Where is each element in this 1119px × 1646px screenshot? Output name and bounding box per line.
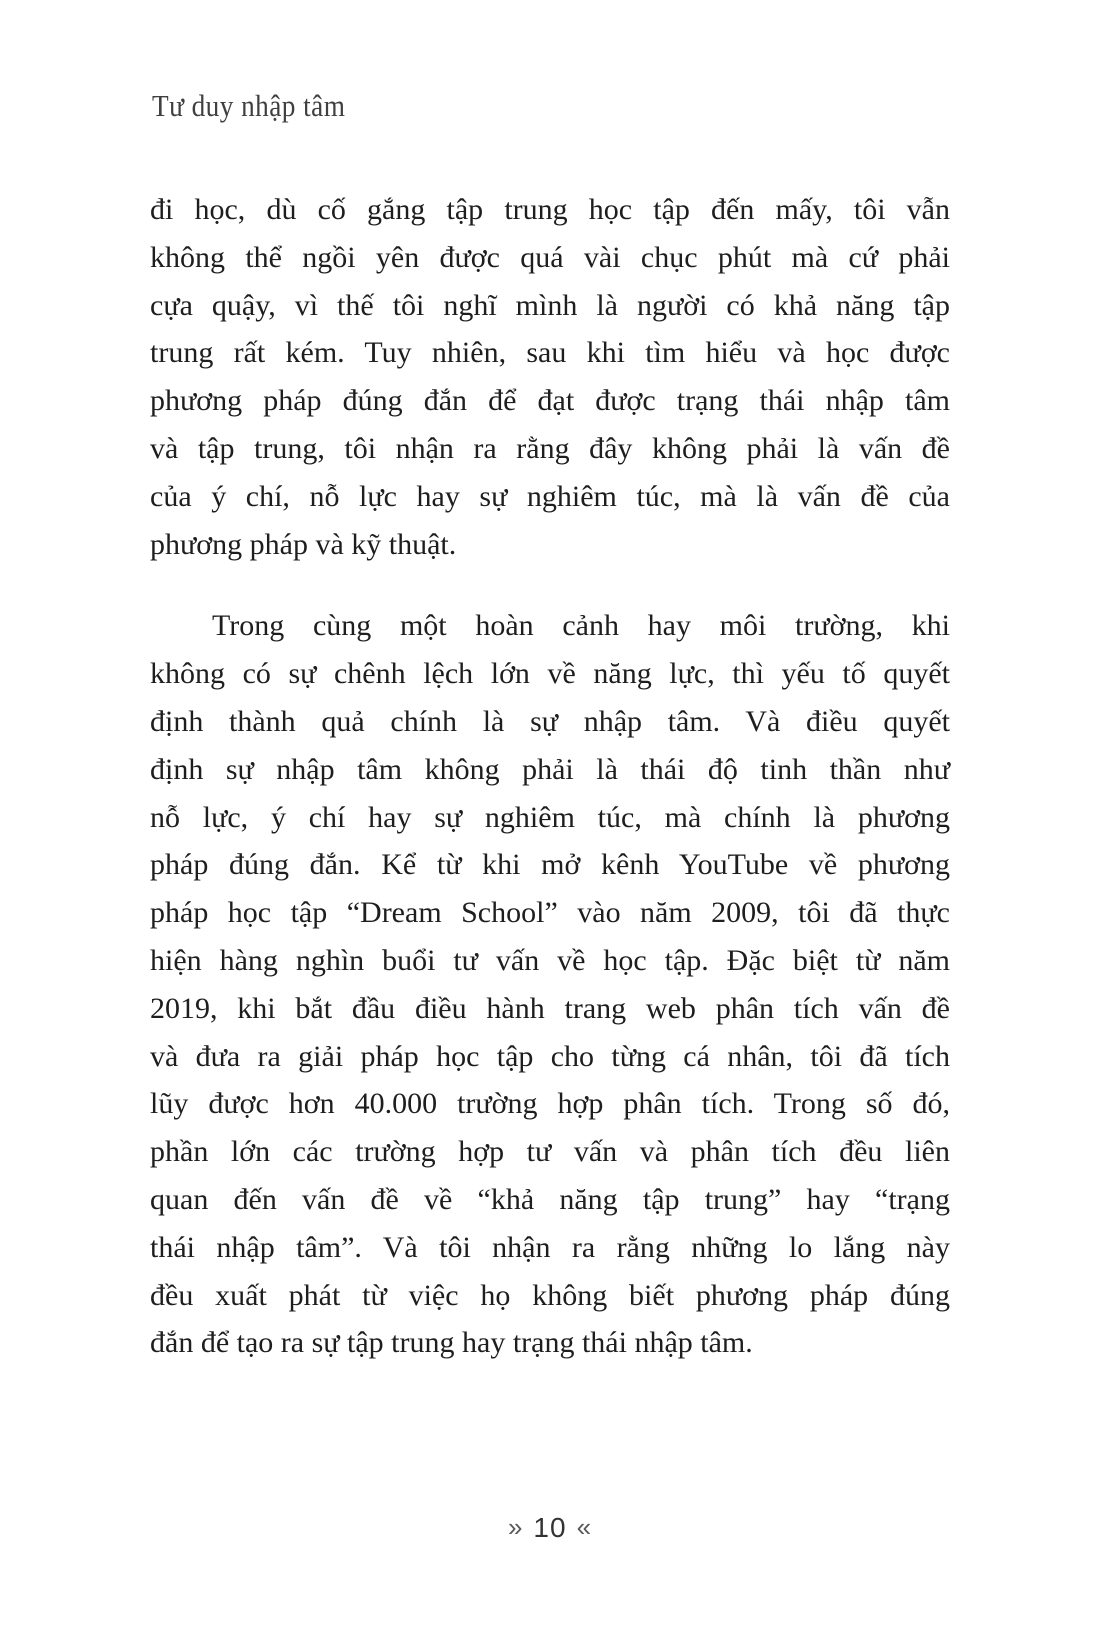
text-line: đi học, dù cố gắng tập trung học tập đến mấy, tôi vẫn: [150, 193, 950, 226]
text-line: quan đến vấn đề về “khả năng tập trung” hay “trạng: [150, 1182, 950, 1216]
text-line: định sự nhập tâm không phải là thái độ tinh thần như: [150, 752, 950, 786]
footer-right-guillemet: «: [576, 1512, 593, 1542]
text-line: và đưa ra giải pháp học tập cho từng cá nhân, tôi đã tích: [150, 1039, 950, 1073]
paragraph: [150, 186, 950, 568]
text-line: nỗ lực, ý chí hay sự nghiêm túc, mà chính là phương: [150, 800, 950, 834]
text-line: pháp học tập “Dream School” vào năm 2009, tôi đã thực: [150, 896, 950, 930]
text-line: không thể ngồi yên được quá vài chục phút mà cứ phải: [150, 240, 950, 274]
text-line: phương pháp và kỹ thuật.: [150, 527, 457, 561]
text-line: 2019, khi bắt đầu điều hành trang web phân tích vấn đề: [150, 991, 950, 1025]
running-header: Tư duy nhập tâm: [152, 88, 346, 123]
text-line: hiện hàng nghìn buổi tư vấn về học tập. Đặc biệt từ năm: [150, 943, 950, 977]
text-line: của ý chí, nỗ lực hay sự nghiêm túc, mà là vấn đề của: [150, 479, 950, 513]
text-line: định thành quả chính là sự nhập tâm. Và điều quyết: [150, 704, 950, 738]
text-line: đều xuất phát từ việc họ không biết phương pháp đúng: [150, 1278, 950, 1312]
text-line: lũy được hơn 40.000 trường hợp phân tích. Trong số đó,: [150, 1087, 950, 1121]
text-line: trung rất kém. Tuy nhiên, sau khi tìm hiểu và học được: [150, 336, 950, 370]
footer-left-guillemet: »: [507, 1512, 524, 1542]
page-footer: [150, 1512, 950, 1544]
text-line: phần lớn các trường hợp tư vấn và phân tích đều liên: [150, 1135, 950, 1169]
text-line: Trong cùng một hoàn cảnh hay môi trường, khi: [212, 609, 950, 643]
text-line: thái nhập tâm”. Và tôi nhận ra rằng những lo lắng này: [150, 1230, 950, 1264]
text-line: không có sự chênh lệch lớn về năng lực, thì yếu tố quyết: [150, 657, 950, 691]
text-line: phương pháp đúng đắn để đạt được trạng thái nhập tâm: [150, 384, 950, 418]
text-line: cựa quậy, vì thế tôi nghĩ mình là người có khả năng tập: [150, 288, 950, 322]
text-line: đắn để tạo ra sự tập trung hay trạng thái nhập tâm.: [150, 1326, 753, 1360]
paragraph: [150, 602, 950, 1367]
text-line: và tập trung, tôi nhận ra rằng đây không phải là vấn đề: [150, 431, 950, 465]
page-number: 10: [533, 1512, 567, 1543]
body-text: [150, 186, 950, 1401]
text-line: pháp đúng đắn. Kể từ khi mở kênh YouTube về phương: [150, 848, 950, 882]
